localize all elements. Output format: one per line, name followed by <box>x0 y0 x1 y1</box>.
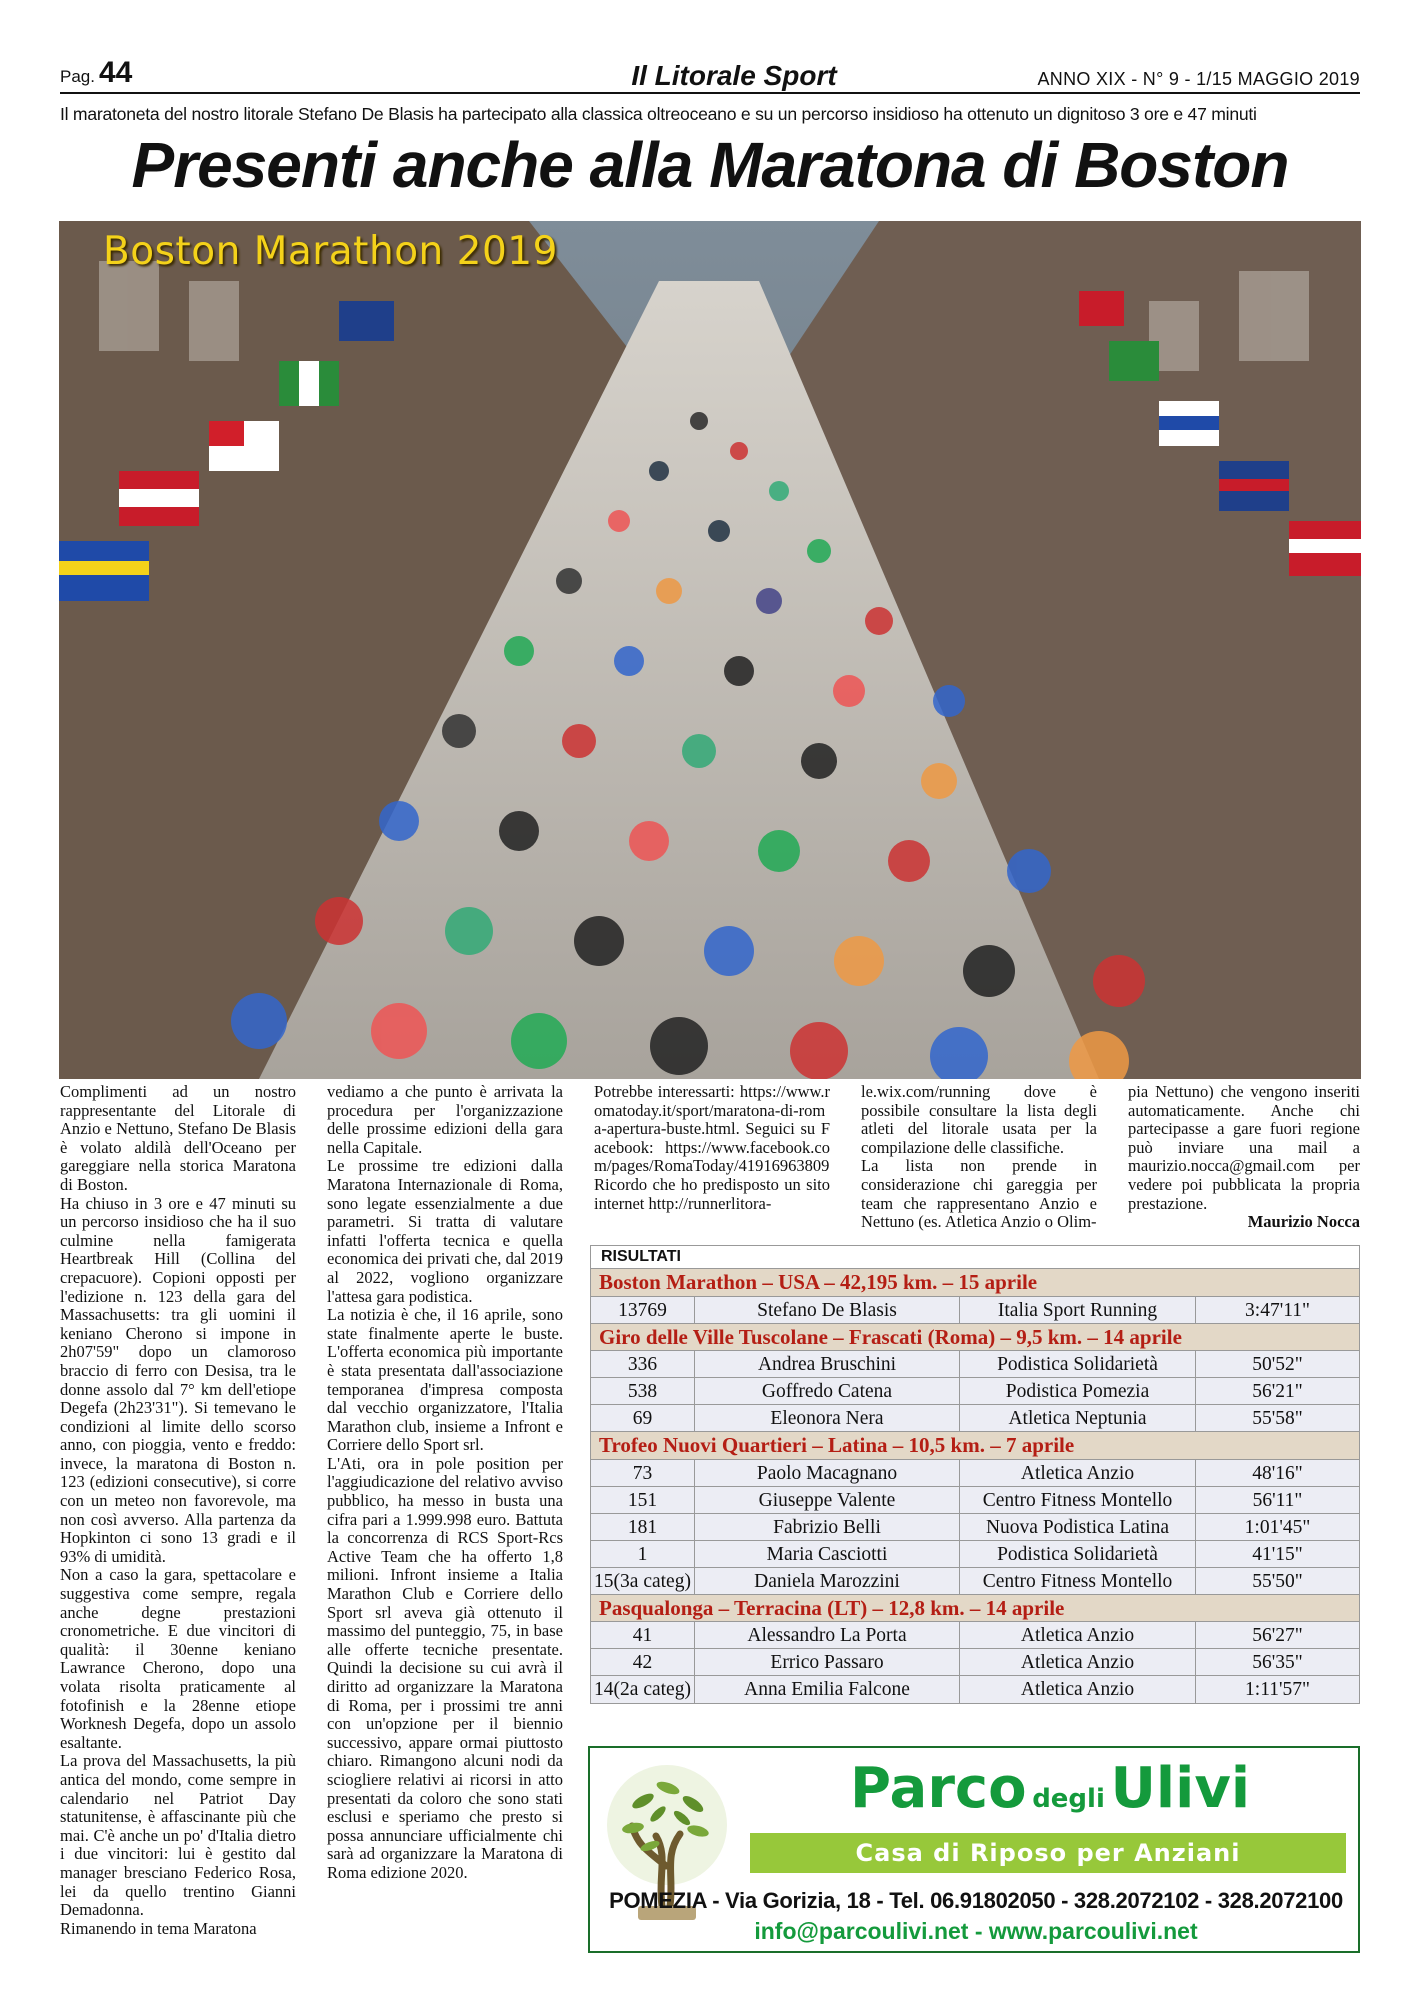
table-row <box>591 1514 1359 1541</box>
race-heading: Boston Marathon – USA – 42,195 km. – 15 aprile <box>591 1269 1359 1297</box>
page-number: Pag. 44 <box>60 56 133 89</box>
time-cell: 48'16" <box>1252 1462 1303 1484</box>
time-cell: 56'11" <box>1252 1489 1303 1511</box>
athlete-cell: Andrea Bruschini <box>695 1351 960 1377</box>
paragraph: L'Ati, ora in pole position per l'aggiudicazione del relativo avviso pubblico, ha messo in busta una cifra pari a 1.999.998 euro. Battuta la concorrenza di RCS Sport-Rcs Active Team che ha offerto 1,8 milioni. Infront insieme a Italia Marathon Club e Corriere dello Sport srl aveva già ottenuto il massimo del punteggio, 75, in base alle offerte tecniche presentate. Quindi la decisione su cui avrà il diritto ad organizzare la Maratona di Roma, per i prossimi tre anni con un'opzione per il biennio successivo, appare ormai piuttosto chiaro. Rimangono alcuni nodi da sciogliere relativi ai ricorsi in atto presentati da coloro che sono stati esclusi e speriamo che presto si possa annunciare ufficialmente chi sarà ad organizzare la Maratona di Roma edizione 2020. <box>327 1453 563 1882</box>
team-cell: Italia Sport Running <box>960 1297 1196 1323</box>
team-cell: Atletica Anzio <box>960 1622 1196 1648</box>
ad-brand-name: Parco degli Ulivi <box>849 1756 1251 1821</box>
bib-cell: 41 <box>591 1622 695 1648</box>
table-row <box>591 1405 1359 1432</box>
paragraph: Complimenti ad un nostro rappresentante del Litorale di Anzio e Nettuno, Stefano De Blasis è volato aldilà dell'Oceano per gareggiare nella storica Maratona di Boston. <box>60 1082 296 1194</box>
athlete-cell: Paolo Macagnano <box>695 1460 960 1486</box>
paragraph: Non a caso la gara, spettacolare e suggestiva come sempre, regala anche degne prestazioni cronometriche. E due vincitori di qualità: il 30enne keniano Lawrance Cherono, dopo una volata risolta praticamente al fotofinish e la 28enne etiope Worknesh Degefa, dopo un assolo esaltante. <box>60 1565 296 1752</box>
masthead: Il Litorale Sport <box>631 60 837 91</box>
team-cell: Atletica Anzio <box>960 1649 1196 1675</box>
team-cell: Atletica Anzio <box>960 1676 1196 1703</box>
paragraph: La notizia è che, il 16 aprile, sono state finalmente aperte le buste. L'offerta economica più importante è stata presentata dall'associazione temporanea d'impresa composta dal vecchio organizzatore, l'Italia Marathon club, insieme a Infront e Corriere dello Sport srl. <box>327 1305 563 1455</box>
bib-cell: 15(3a categ) <box>591 1568 695 1594</box>
paragraph: Rimanendo in tema Maratona <box>60 1918 257 1938</box>
table-row <box>591 1676 1359 1703</box>
table-row <box>591 1351 1359 1378</box>
article-column-1 <box>60 1083 296 1938</box>
article-column-4 <box>861 1083 1097 1232</box>
time-cell: 56'21" <box>1252 1381 1303 1402</box>
ad-tagline: Casa di Riposo per Anziani <box>750 1833 1346 1873</box>
team-cell: Atletica Anzio <box>960 1460 1196 1486</box>
team-cell: Centro Fitness Montello <box>960 1568 1196 1594</box>
table-row <box>591 1649 1359 1676</box>
time-cell: 55'58" <box>1252 1408 1303 1429</box>
athlete-cell: Daniela Marozzini <box>695 1568 960 1594</box>
time-cell: 41'15" <box>1252 1543 1303 1565</box>
paragraph: Le prossime tre edizioni dalla Maratona Internazionale di Roma, sono legate essenzialmente a due parametri. Si tratta di valutare infatti l'offerta tecnica e quella economica dei privati che, dal 2019 al 2022, vogliono organizzare l'attesa gara podistica. <box>327 1156 563 1306</box>
table-row <box>591 1622 1359 1649</box>
bib-cell: 538 <box>591 1378 695 1404</box>
athlete-cell: Stefano De Blasis <box>695 1297 960 1323</box>
bib-cell: 73 <box>591 1460 695 1486</box>
article-author: Maurizio Nocca <box>1247 1212 1360 1232</box>
bib-cell: 181 <box>591 1514 695 1540</box>
marathon-photo <box>59 221 1361 1079</box>
race-heading: Giro delle Ville Tuscolane – Frascati (Roma) – 9,5 km. – 14 aprile <box>591 1324 1359 1352</box>
article-column-5 <box>1128 1083 1360 1232</box>
athlete-cell: Alessandro La Porta <box>695 1622 960 1648</box>
paragraph: vediamo a che punto è arrivata la procedura per l'organizzazione delle prossime edizioni della gara nella Capitale. <box>327 1082 563 1157</box>
advertisement <box>588 1746 1360 1953</box>
paragraph: le.wix.com/running dove è possibile consultare la lista degli atleti del litorale usata per la compilazione delle classifiche. <box>861 1082 1097 1157</box>
race-heading: Trofeo Nuovi Quartieri – Latina – 10,5 km. – 7 aprile <box>591 1432 1359 1460</box>
bib-cell: 14(2a categ) <box>591 1676 695 1703</box>
article-column-2 <box>327 1083 563 1883</box>
team-cell: Atletica Neptunia <box>960 1405 1196 1431</box>
athlete-cell: Fabrizio Belli <box>695 1514 960 1540</box>
time-cell: 3:47'11" <box>1245 1299 1310 1321</box>
results-table <box>590 1245 1360 1704</box>
time-cell: 55'50" <box>1252 1570 1303 1592</box>
olive-tree-icon <box>598 1756 736 1944</box>
athlete-cell: Errico Passaro <box>695 1649 960 1675</box>
table-row <box>591 1568 1359 1595</box>
photo-caption: Boston Marathon 2019 <box>103 229 558 274</box>
page-header <box>60 58 1360 94</box>
article-headline: Presenti anche alla Maratona di Boston <box>131 129 1289 201</box>
paragraph: La lista non prende in considerazione chi gareggia per team che rappresentano Anzio e Nettuno (es. Atletica Anzio o Olim- <box>861 1156 1097 1232</box>
team-cell: Centro Fitness Montello <box>960 1487 1196 1513</box>
time-cell: 56'27" <box>1252 1625 1303 1646</box>
marathon-photo-illustration <box>59 221 1361 1079</box>
bib-cell: 151 <box>591 1487 695 1513</box>
table-row <box>591 1460 1359 1487</box>
table-row <box>591 1541 1359 1568</box>
team-cell: Podistica Solidarietà <box>960 1351 1196 1377</box>
athlete-cell: Anna Emilia Falcone <box>695 1676 960 1703</box>
paragraph: Ha chiuso in 3 ore e 47 minuti su un percorso insidioso che ha il suo culmine nella famigerata Heartbreak Hill (Collina del crepacuore). Copioni opposti per l'edizione n. 123 della gara del Massachusetts: tra gli uomini il keniano Cherono si impone in 2h07'59" dopo un clamoroso braccio di ferro con Desisa, tra le donne assolo dal 7° km dell'etiope Degefa (2h23'31"). Si temevano le condizioni al limite dello scorso anno, con pioggia, vento e freddo: invece, la maratona di Boston n. 123 (edizioni consecutive), si corre con un meteo non favorevole, ma non così avverso. Alla partenza da Hopkinton ci sono 13 gradi e il 93% di umidità. <box>60 1193 296 1566</box>
time-cell: 56'35" <box>1252 1652 1303 1673</box>
time-cell: 1:01'45" <box>1244 1516 1311 1538</box>
paragraph: La prova del Massachusetts, la più antica del mondo, come sempre in calendario nel Patriot Day statunitense, è affascinante più che mai. C'è anche un po' d'Italia dietro i due vincitori: lui è gestito dal manager bresciano Federico Rosa, lei da quello trentino Gianni Demadonna. <box>60 1751 296 1920</box>
time-cell: 1:11'57" <box>1245 1679 1310 1700</box>
ad-web-contacts: info@parcoulivi.net - www.parcoulivi.net <box>754 1918 1198 1944</box>
article-subtitle: Il maratoneta del nostro litorale Stefano De Blasis ha partecipato alla classica oltreoceano e su un percorso insidioso ha ottenuto un dignitoso 3 ore e 47 minuti <box>60 104 1257 124</box>
table-row <box>591 1487 1359 1514</box>
issue-info: ANNO XIX - N° 9 - 1/15 MAGGIO 2019 <box>1037 69 1360 89</box>
team-cell: Podistica Solidarietà <box>960 1541 1196 1567</box>
table-row <box>591 1297 1359 1324</box>
bib-cell: 336 <box>591 1351 695 1377</box>
paragraph: pia Nettuno) che vengono inseriti automaticamente. Anche chi partecipasse a gare fuori regione può inviare una mail a maurizio.nocca@gmail.com per vedere poi pubblicata la propria prestazione. <box>1128 1082 1360 1213</box>
athlete-cell: Goffredo Catena <box>695 1378 960 1404</box>
table-row <box>591 1378 1359 1405</box>
paragraph: Potrebbe interessarti: https://www.romatoday.it/sport/maratona-di-roma-apertura-buste.html. Seguici su Facebook: https://www.facebook.com/pages/RomaToday/41916963809 Ricordo che ho predisposto un sito internet http://runnerlitora- <box>594 1082 830 1213</box>
race-heading: Pasqualonga – Terracina (LT) – 12,8 km. – 14 aprile <box>591 1595 1359 1623</box>
bib-cell: 13769 <box>591 1297 695 1323</box>
bib-cell: 1 <box>591 1541 695 1567</box>
time-cell: 50'52" <box>1252 1354 1303 1375</box>
article-column-3 <box>594 1083 830 1213</box>
bib-cell: 69 <box>591 1405 695 1431</box>
athlete-cell: Giuseppe Valente <box>695 1487 960 1513</box>
team-cell: Podistica Pomezia <box>960 1378 1196 1404</box>
athlete-cell: Eleonora Nera <box>695 1405 960 1431</box>
team-cell: Nuova Podistica Latina <box>960 1514 1196 1540</box>
athlete-cell: Maria Casciotti <box>695 1541 960 1567</box>
bib-cell: 42 <box>591 1649 695 1675</box>
ad-address: POMEZIA - Via Gorizia, 18 - Tel. 06.91802050 - 328.2072102 - 328.2072100 <box>609 1888 1343 1913</box>
results-title: RISULTATI <box>591 1246 1359 1269</box>
